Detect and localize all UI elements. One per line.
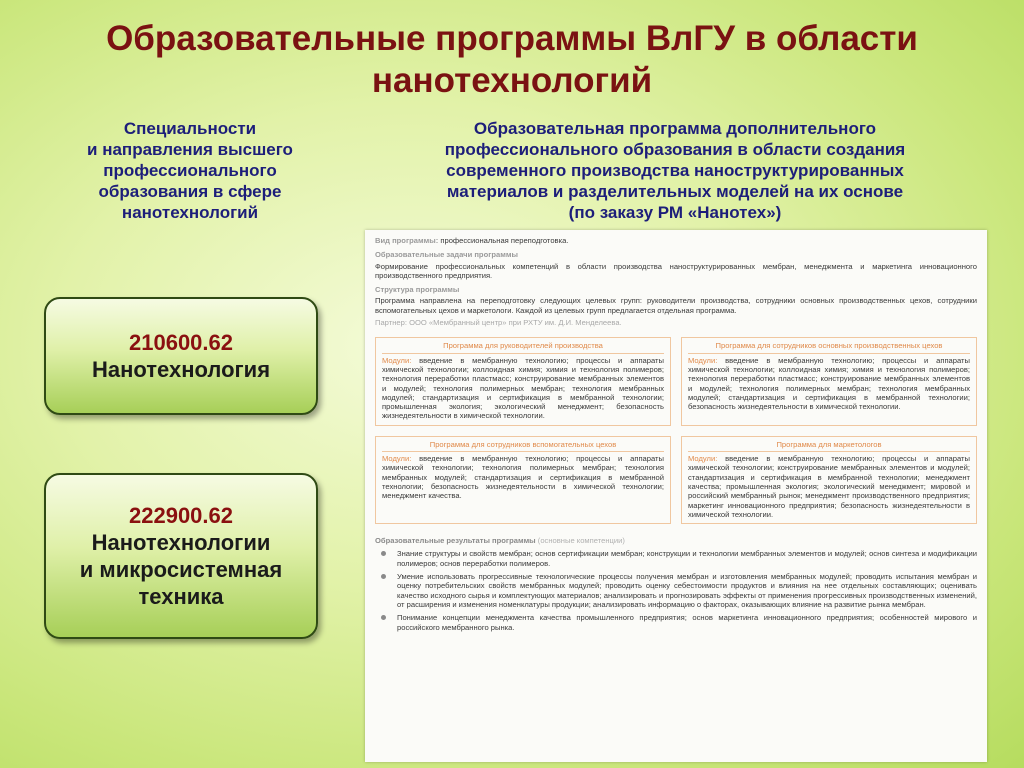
- card-text: введение в мембранную технологию; процессы и аппараты химической технологии; коллоидная химия; химия и технология полимеров; технология переработки пластмасс; конструирование мембранных элементов и модулей; технология полимерных мембран; технология мембранных модулей; стандартизация и сертификация в мембранной технологии; безопасность жизнедеятельности в химической технологии.: [688, 355, 970, 412]
- program-type-label: Вид программы:: [375, 236, 439, 245]
- specialties-heading-line: Специальности: [123, 119, 257, 138]
- program-type-value: профессиональная переподготовка.: [440, 236, 569, 245]
- slide-title-line-1: Образовательные программы ВлГУ в области: [106, 19, 918, 58]
- tasks-text: Формирование профессиональных компетенций в области производства наноструктурированных мембран, менеджмента и маркетинга инновационного производственного предприятия.: [375, 261, 977, 280]
- results-heading-text: Образовательные результаты программы: [375, 536, 536, 546]
- program-box-nanotechnology: [44, 297, 318, 415]
- program-name-line: Нанотехнологии: [91, 530, 271, 555]
- card-body: [688, 454, 970, 519]
- card-text: введение в мембранную технологию; процессы и аппараты химической технологии; конструирование мембранных элементов и модулей; стандартизация и сертификация в мембранной технологии; менеджмент качества; промышленная экология; экологический менеджмент; мировой и российский мембранный рынок; менеджмент производственного предприятия; маркетинг инновационного предприятия; безопасность жизнедеятельности в химической технологии.: [688, 454, 970, 519]
- structure-heading: Структура программы: [375, 285, 460, 295]
- program-name-line: техника: [138, 584, 224, 609]
- card-title: Программа для сотрудников вспомогательных цехов: [382, 440, 664, 452]
- structure-text: Программа направлена на переподготовку следующих целевых групп: руководители производства, сотрудники основных производственных цехов, сотрудники вспомогательных цехов и маркетологи. Каждой из целевых групп предлагается отдельная программа.: [375, 296, 977, 315]
- tasks-heading: Образовательные задачи программы: [375, 250, 518, 260]
- slide-title: [0, 18, 1024, 102]
- specialties-heading-line: и направления высшего: [87, 140, 293, 159]
- results-heading: [375, 536, 977, 545]
- program-heading-line: профессионального образования в области создания: [444, 140, 906, 159]
- program-name-line: и микросистемная: [79, 557, 283, 582]
- partner-text: Партнер: ООО «Мембранный центр» при РХТУ им. Д.И. Менделеева.: [375, 318, 622, 328]
- program-heading-line: материалов и разделительных моделей на их основе: [446, 182, 904, 201]
- program-code: 222900.62: [129, 503, 233, 528]
- specialties-heading-line: образования в сфере: [98, 182, 282, 201]
- program-heading-line: современного производства наноструктурированных: [446, 161, 904, 180]
- program-type: [375, 236, 977, 245]
- list-item: Знание структуры и свойств мембран; основ сертификации мембран; конструкции и технологии мембранных элементов и модулей; основ синтеза и модификации полимеров; основ переработки полимеров.: [397, 549, 977, 568]
- program-document-scan: [365, 230, 987, 762]
- card-managers: [375, 337, 671, 425]
- target-group-cards: [375, 337, 977, 524]
- program-heading-line: (по заказу РМ «Нанотех»): [568, 203, 782, 222]
- program-name: Нанотехнология: [91, 357, 271, 382]
- specialties-heading-line: профессионального: [103, 161, 277, 180]
- specialties-heading: [40, 118, 340, 223]
- card-main-workshops: [681, 337, 977, 425]
- module-label: Модули:: [382, 355, 412, 365]
- card-body: [382, 454, 664, 500]
- module-label: Модули:: [382, 454, 412, 464]
- list-item: Умение использовать прогрессивные технологические процессы получения мембран и изготовления мембранных модулей; проводить испытания мембран и оценку потребительских свойств мембранных модулей; проводить оценку себестоимости продуктов и влияния на нее отдельных составляющих; оценивать качество исходного сырья и комплектующих материалов; анализировать и прогнозировать эффекты от применения прогрессивных производственных изменений, от расширения и изменения номенклатуры продукции; анализировать информацию о факторах, оказывающих влияние на развитие рынка мембран.: [397, 572, 977, 609]
- card-body: [688, 356, 970, 412]
- card-text: введение в мембранную технологию; процессы и аппараты химической технологии; коллоидная химия; химия и технология полимеров; технология переработки пластмасс; конструирование мембранных элементов и модулей; технология полимерных мембран; технология мембранных модулей; стандартизация и сертификация в мембранной технологии; промышленная экология; экологический менеджмент; безопасность жизнедеятельности в химической технологии.: [382, 355, 664, 421]
- card-title: Программа для руководителей производства: [382, 341, 664, 353]
- results-list: [375, 549, 977, 631]
- program-box-nano-microsystems: [44, 473, 318, 639]
- module-label: Модули:: [688, 355, 718, 365]
- card-auxiliary-workshops: [375, 436, 671, 524]
- additional-program-heading: [370, 118, 980, 223]
- program-heading-line: Образовательная программа дополнительного: [473, 119, 877, 138]
- card-title: Программа для сотрудников основных производственных цехов: [688, 341, 970, 353]
- results-heading-sub: (основные компетенции): [537, 536, 625, 546]
- module-label: Модули:: [688, 454, 718, 464]
- specialties-heading-line: нанотехнологий: [121, 203, 259, 222]
- slide-title-line-2: нанотехнологий: [371, 61, 653, 100]
- program-code: 210600.62: [129, 330, 233, 355]
- card-title: Программа для маркетологов: [688, 440, 970, 452]
- list-item: Понимание концепции менеджмента качества промышленного предприятия; основ маркетинга инновационного предприятия; особенностей мирового и российского мембранного рынка.: [397, 613, 977, 632]
- card-marketers: [681, 436, 977, 524]
- card-body: [382, 356, 664, 421]
- card-text: введение в мембранную технологию; процессы и аппараты химической технологии; технология полимерных мембран; технология мембранных модулей; стандартизация и сертификация в мембранной технологии; безопасность жизнедеятельности в химической технологии; менеджмент качества.: [382, 454, 664, 501]
